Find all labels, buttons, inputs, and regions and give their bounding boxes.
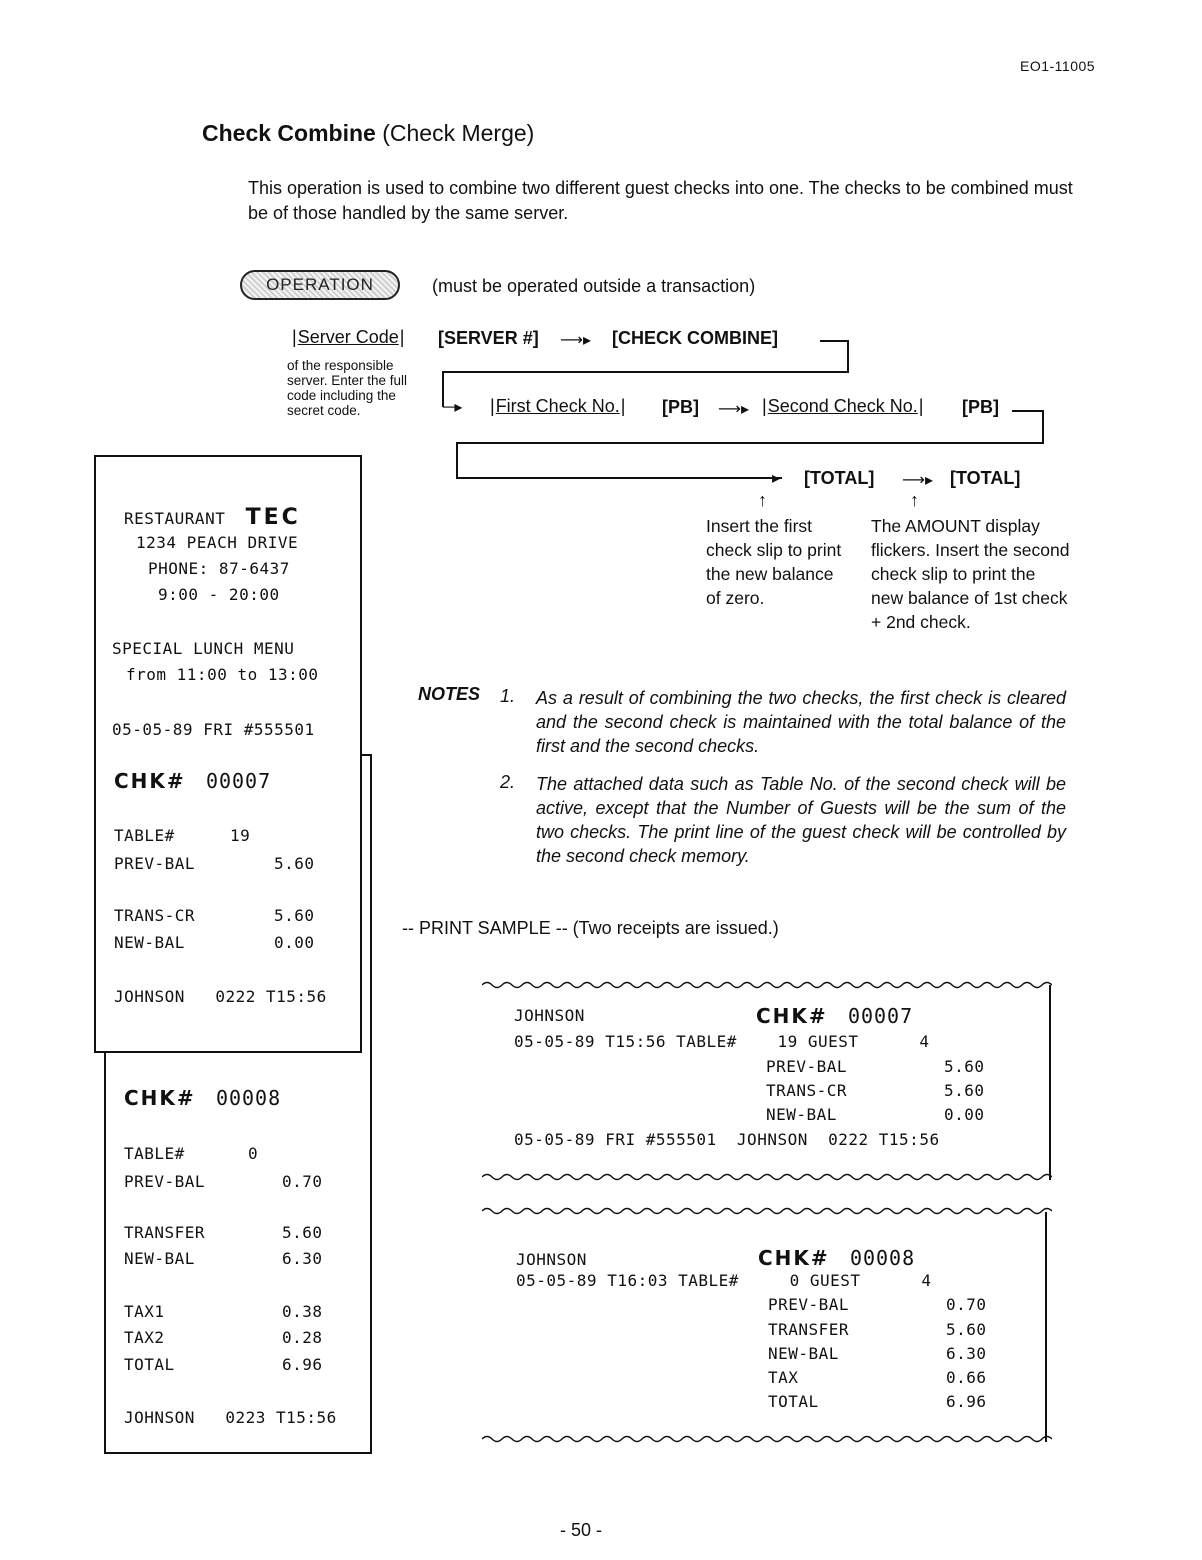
slip2-prev-value: 0.70 bbox=[946, 1295, 987, 1314]
receipt2-tax2-label: TAX2 bbox=[124, 1328, 165, 1347]
slip1-chk bbox=[756, 1004, 913, 1028]
connector-line bbox=[456, 442, 1044, 444]
section-title bbox=[202, 120, 534, 147]
receipt1-special: SPECIAL LUNCH MENU bbox=[112, 639, 295, 658]
receipt2-tax2-value: 0.28 bbox=[282, 1328, 323, 1347]
arrow-right-icon: ⟶▸ bbox=[718, 401, 749, 418]
slip1-top-tear bbox=[482, 980, 1052, 990]
receipt2-prev-value: 0.70 bbox=[282, 1172, 323, 1191]
slip2-new-label: NEW-BAL bbox=[768, 1344, 839, 1363]
receipt1-date-line: 05-05-89 FRI #555501 bbox=[112, 720, 315, 739]
receipt1-prev-value: 5.60 bbox=[274, 854, 315, 873]
title-bold: Check Combine bbox=[202, 120, 376, 146]
slip1-bottom-tear bbox=[482, 1172, 1052, 1182]
receipt1-store-name: RESTAURANT bbox=[124, 509, 226, 528]
receipt1-table-value: 19 bbox=[230, 826, 251, 845]
receipt1-prev-label: PREV-BAL bbox=[114, 854, 196, 873]
connector-line bbox=[1042, 410, 1044, 444]
receipt1-chk bbox=[114, 769, 271, 793]
connector-line bbox=[820, 340, 848, 342]
slip2-total-label: TOTAL bbox=[768, 1392, 819, 1411]
key-check-combine: [CHECK COMBINE] bbox=[612, 328, 778, 348]
receipt1-address: 1234 PEACH DRIVE bbox=[136, 533, 299, 552]
receipt1-new-label: NEW-BAL bbox=[114, 933, 185, 952]
operation-note: (must be operated outside a transaction) bbox=[432, 276, 756, 296]
slip2-new-value: 6.30 bbox=[946, 1344, 987, 1363]
connector-line bbox=[456, 442, 458, 478]
caption-first-check: Insert the first check slip to print the new balance of zero. bbox=[706, 516, 842, 608]
receipt1-trans-value: 5.60 bbox=[274, 906, 315, 925]
slip2-top-tear bbox=[482, 1206, 1052, 1216]
receipt1-store bbox=[124, 505, 301, 530]
caption-second-check: The AMOUNT display flickers. Insert the second check slip to print the new balance of 1st check + 2nd check. bbox=[871, 516, 1070, 632]
receipt1-new-value: 0.00 bbox=[274, 933, 315, 952]
title-rest: (Check Merge) bbox=[375, 120, 535, 146]
print-sample-label: -- PRINT SAMPLE -- (Two receipts are issued.) bbox=[402, 918, 779, 938]
slip1-new-value: 0.00 bbox=[944, 1105, 985, 1124]
note-2-number: 2. bbox=[500, 772, 516, 792]
key-total-2: [TOTAL] bbox=[950, 468, 1021, 488]
receipt1-chk-no: 00007 bbox=[205, 769, 272, 793]
slip2-transfer-value: 5.60 bbox=[946, 1320, 987, 1339]
receipt2-new-label: NEW-BAL bbox=[124, 1249, 195, 1268]
receipt1-hours: 9:00 - 20:00 bbox=[158, 585, 280, 604]
receipt2-tax1-label: TAX1 bbox=[124, 1302, 165, 1321]
key-pb-1: [PB] bbox=[662, 397, 699, 417]
slip1-new-label: NEW-BAL bbox=[766, 1105, 837, 1124]
page-number: - 50 - bbox=[560, 1520, 603, 1540]
slip1-trans-label: TRANS-CR bbox=[766, 1081, 848, 1100]
key-server: [SERVER #] bbox=[438, 328, 539, 348]
slip1-chk-label: CHK# bbox=[756, 1004, 828, 1028]
receipt2-transfer-value: 5.60 bbox=[282, 1223, 323, 1242]
receipt2-tax1-value: 0.38 bbox=[282, 1302, 323, 1321]
receipt1-special-time: from 11:00 to 13:00 bbox=[126, 665, 319, 684]
receipt1-chk-label: CHK# bbox=[114, 769, 186, 793]
receipt1-trans-label: TRANS-CR bbox=[114, 906, 196, 925]
connector-line bbox=[847, 340, 849, 372]
note-1-text: As a result of combining the two checks, the first check is cleared and the second check is maintained with the total balance of the first and the second checks. bbox=[536, 688, 1066, 756]
connector-line bbox=[456, 477, 782, 479]
note-2-text: The attached data such as Table No. of the second check will be active, except that the Number of Guests will be the sum of the two checks. The print line of the guest check will be controlled by the second check memory. bbox=[536, 774, 1066, 866]
receipt1-logo: TEC bbox=[245, 505, 301, 530]
arrow-right-icon: ⟶▸ bbox=[560, 332, 591, 349]
intro-paragraph: This operation is used to combine two different guest checks into one. The checks to be combined must be of those handled by the same server. bbox=[248, 178, 1073, 223]
arrow-up-icon: ↑ bbox=[758, 490, 767, 510]
slip2-prev-label: PREV-BAL bbox=[768, 1295, 850, 1314]
note-1-number: 1. bbox=[500, 686, 516, 706]
slip1-prev-value: 5.60 bbox=[944, 1057, 985, 1076]
receipt2-table-label: TABLE# bbox=[124, 1144, 185, 1163]
arrow-right-icon: ▸ bbox=[772, 470, 781, 487]
receipt2-table-value: 0 bbox=[248, 1144, 259, 1163]
slip1-line2: 05-05-89 T15:56 TABLE# 19 GUEST 4 bbox=[514, 1032, 930, 1051]
receipt1-table-label: TABLE# bbox=[114, 826, 175, 845]
slip2-server: JOHNSON bbox=[516, 1250, 587, 1269]
slip2-transfer-label: TRANSFER bbox=[768, 1320, 850, 1339]
receipt2-chk bbox=[124, 1086, 281, 1110]
slip2-total-value: 6.96 bbox=[946, 1392, 987, 1411]
server-code-label: | Server Code | bbox=[292, 327, 404, 348]
arrow-right-icon: ⟶▸ bbox=[902, 472, 933, 489]
arrow-right-icon: ─▸ bbox=[443, 399, 463, 416]
document-id: EO1-11005 bbox=[1020, 58, 1096, 74]
slip2-right-edge bbox=[1045, 1212, 1047, 1442]
server-code-note: of the responsible server. Enter the full code including the secret code. bbox=[287, 358, 408, 418]
receipt2-prev-label: PREV-BAL bbox=[124, 1172, 206, 1191]
connector-line bbox=[1012, 410, 1044, 412]
receipt2-new-value: 6.30 bbox=[282, 1249, 323, 1268]
slip1-server: JOHNSON bbox=[514, 1006, 585, 1025]
receipt-first-check bbox=[94, 455, 362, 1053]
arrow-up-icon: ↑ bbox=[910, 490, 919, 510]
slip1-trans-value: 5.60 bbox=[944, 1081, 985, 1100]
slip1-footer: 05-05-89 FRI #555501 JOHNSON 0222 T15:56 bbox=[514, 1130, 940, 1149]
slip2-chk-label: CHK# bbox=[758, 1246, 830, 1270]
operation-badge: OPERATION bbox=[240, 270, 400, 300]
receipt1-footer: JOHNSON 0222 T15:56 bbox=[114, 987, 327, 1006]
receipt2-chk-label: CHK# bbox=[124, 1086, 196, 1110]
slip2-tax-label: TAX bbox=[768, 1368, 799, 1387]
receipt2-total-value: 6.96 bbox=[282, 1355, 323, 1374]
slip1-chk-no: 00007 bbox=[847, 1004, 914, 1028]
receipt2-footer: JOHNSON 0223 T15:56 bbox=[124, 1408, 337, 1427]
connector-line bbox=[442, 371, 849, 373]
slip2-tax-value: 0.66 bbox=[946, 1368, 987, 1387]
receipt2-chk-no: 00008 bbox=[215, 1086, 282, 1110]
key-pb-2: [PB] bbox=[962, 397, 999, 417]
receipt1-phone: PHONE: 87-6437 bbox=[148, 559, 290, 578]
key-total-1: [TOTAL] bbox=[804, 468, 875, 488]
slip1-prev-label: PREV-BAL bbox=[766, 1057, 848, 1076]
slip2-line2: 05-05-89 T16:03 TABLE# 0 GUEST 4 bbox=[516, 1271, 932, 1290]
slip1-right-edge bbox=[1049, 985, 1051, 1180]
slip2-chk bbox=[758, 1246, 915, 1270]
slip2-chk-no: 00008 bbox=[849, 1246, 916, 1270]
receipt2-transfer-label: TRANSFER bbox=[124, 1223, 206, 1242]
notes-label: NOTES bbox=[418, 684, 481, 704]
second-check-label: | Second Check No. | bbox=[762, 396, 923, 417]
slip2-bottom-tear bbox=[482, 1434, 1052, 1444]
receipt2-total-label: TOTAL bbox=[124, 1355, 175, 1374]
first-check-label: | First Check No. | bbox=[490, 396, 625, 417]
